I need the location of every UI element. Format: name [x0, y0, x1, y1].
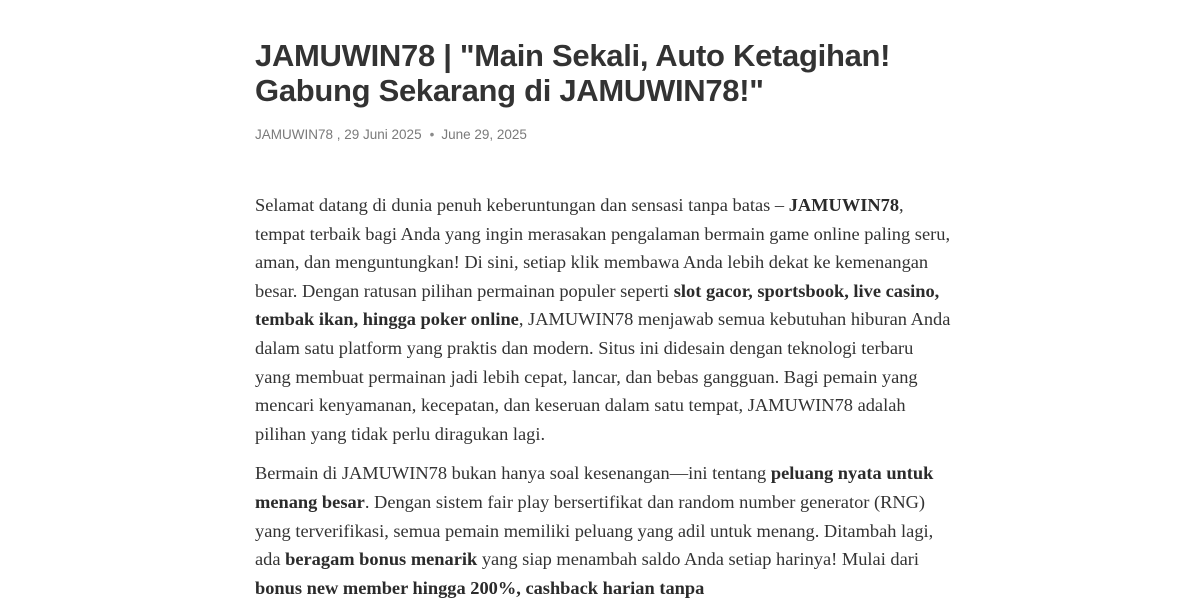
author-date-link[interactable]: JAMUWIN78 , 29 Juni 2025	[255, 127, 422, 142]
page-title-line-2: Gabung Sekarang di JAMUWIN78!"	[255, 73, 764, 108]
paragraph-second	[255, 459, 951, 602]
paragraph-text: Selamat datang di dunia penuh keberuntungan dan sensasi tanpa batas –	[255, 195, 789, 215]
bold-text: peluang nyata untuk menang besar	[255, 463, 934, 512]
paragraph-intro	[255, 191, 951, 448]
paragraph-text: yang siap menambah saldo Anda setiap harinya! Mulai dari	[477, 549, 919, 570]
published-date: June 29, 2025	[441, 127, 527, 142]
page-title	[255, 38, 955, 108]
post-meta	[255, 126, 955, 144]
article-body	[255, 191, 951, 613]
bold-text: JAMUWIN78	[788, 195, 900, 215]
bold-text: bonus new member hingga 200%, cashback harian tanpa	[255, 577, 705, 598]
bold-text: beragam bonus menarik	[285, 549, 478, 570]
meta-separator: •	[429, 127, 435, 142]
paragraph-text: , JAMUWIN78 menjawab semua kebutuhan hiburan Anda dalam satu platform yang praktis dan modern. Situs ini didesain dengan teknologi terbaru yang membuat permainan jadi lebih cepat, lancar, dan bebas gangguan. Bagi pemain yang mencari kenyamanan, kecepatan, dan keseruan dalam satu tempat, JAMUWIN78 adalah pilihan yang tidak perlu diragukan lagi.	[255, 309, 951, 444]
article-header	[255, 38, 955, 144]
paragraph-text: , tempat terbaik bagi Anda yang ingin merasakan pengalaman bermain game online paling seru, aman, dan menguntungkan! Di sini, setiap klik membawa Anda lebih dekat ke kemenangan besar. Dengan ratusan pilihan permainan populer seperti	[255, 195, 951, 301]
paragraph-text: . Dengan sistem fair play bersertifikat dan random number generator (RNG) yang terverifikasi, semua pemain memiliki peluang yang adil untuk menang. Ditambah lagi, ada	[255, 491, 934, 570]
page-title-line-1: JAMUWIN78 | "Main Sekali, Auto Ketagihan!	[255, 38, 891, 73]
bold-text: slot gacor, sportsbook, live casino, tembak ikan, hingga poker online	[255, 280, 940, 330]
paragraph-text: Bermain di JAMUWIN78 bukan hanya soal kesenangan—ini tentang	[255, 463, 771, 484]
